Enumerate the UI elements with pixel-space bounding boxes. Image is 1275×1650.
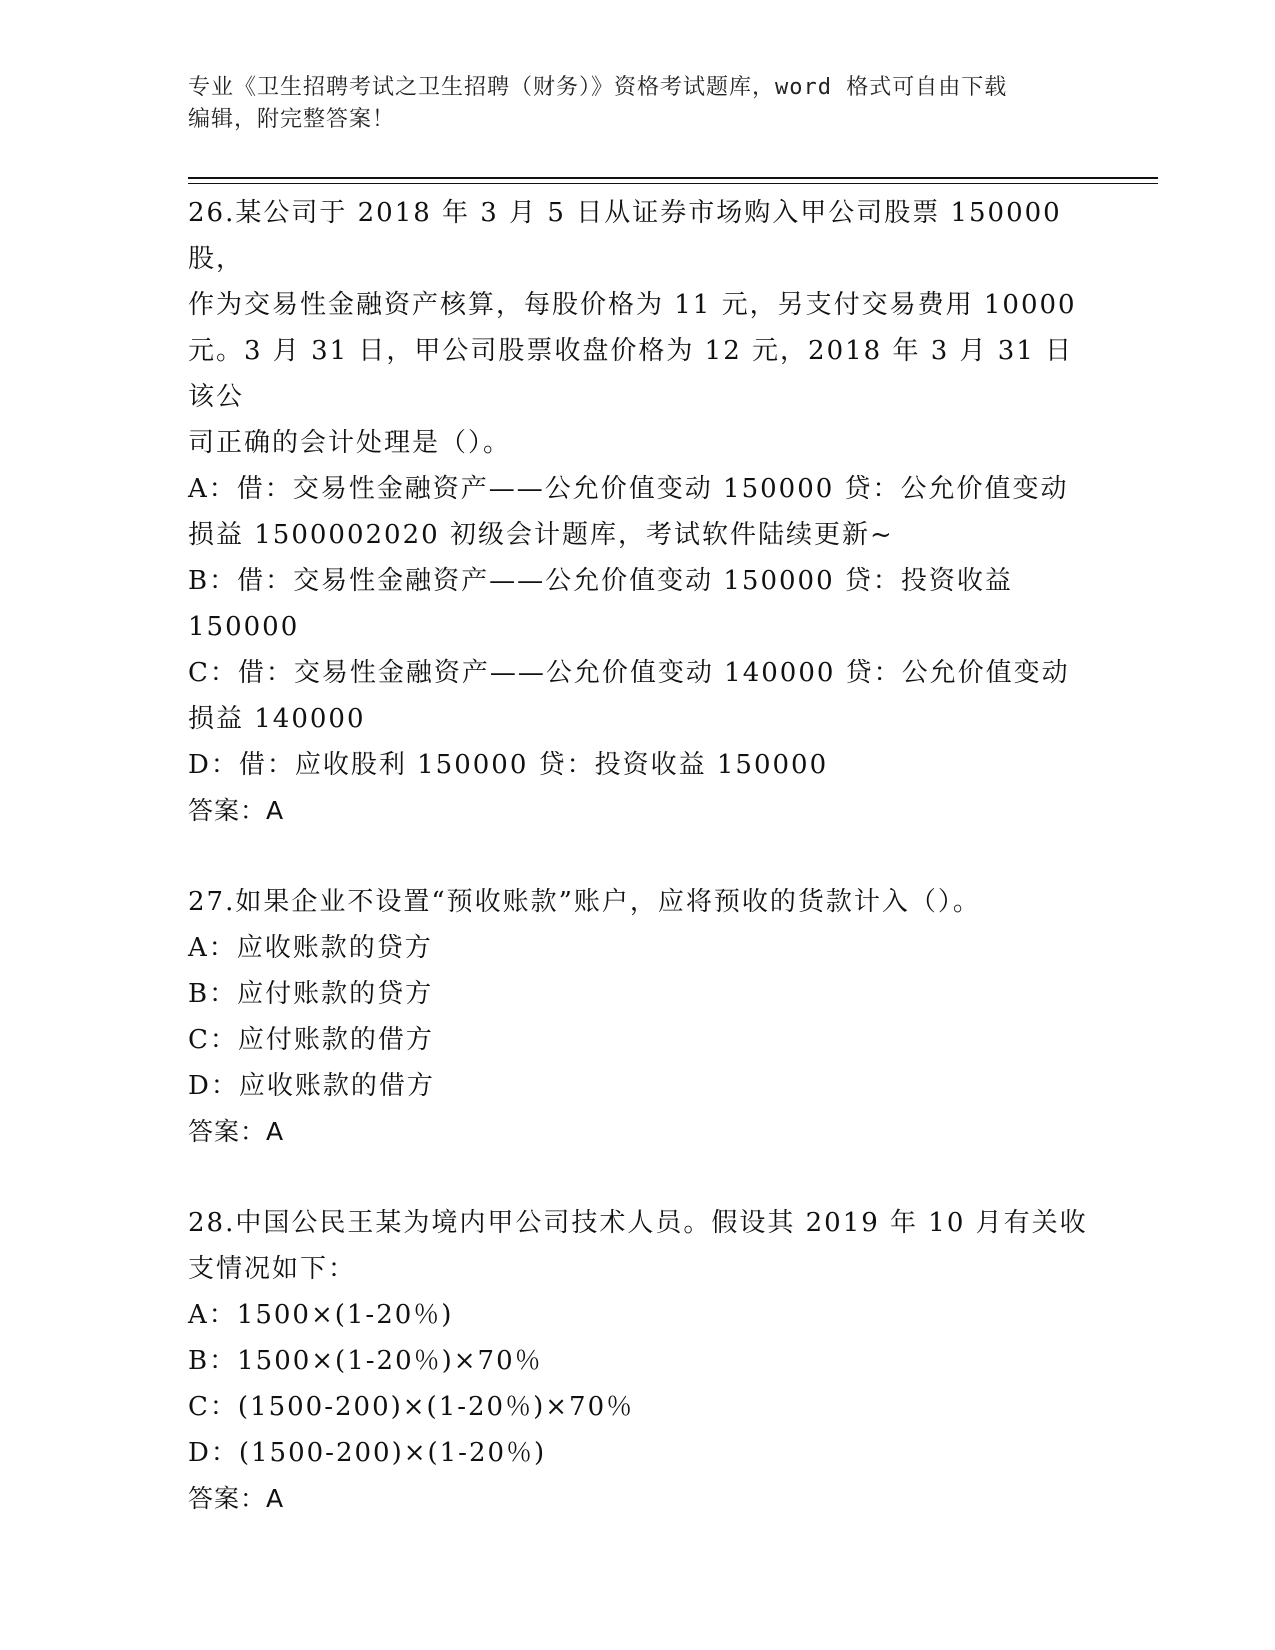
option-line: C：(1500-200)×(1-20％)×70％ xyxy=(188,1392,635,1422)
option-line: 150000 xyxy=(188,612,300,642)
option-line: D：(1500-200)×(1-20％) xyxy=(188,1438,547,1468)
answer-label: 答案：A xyxy=(188,1117,285,1146)
option-b xyxy=(188,971,1088,1017)
option-line: B：应付账款的贷方 xyxy=(188,979,434,1009)
answer-label: 答案：A xyxy=(188,1484,285,1513)
answer-label: 答案：A xyxy=(188,796,285,825)
option-d xyxy=(188,742,1088,788)
option-line: 损益 1500002020 初级会计题库，考试软件陆续更新~ xyxy=(188,520,894,550)
option-d xyxy=(188,1430,1088,1476)
option-b xyxy=(188,1338,1088,1384)
option-d xyxy=(188,1063,1088,1109)
question-list xyxy=(188,190,1088,1522)
option-line: D：借：应收股利 150000 贷：投资收益 150000 xyxy=(188,750,829,780)
option-line: C：借：交易性金融资产——公允价值变动 140000 贷：公允价值变动 xyxy=(188,658,1070,688)
stem-line: 27.如果企业不设置“预收账款”账户，应将预收的货款计入（）。 xyxy=(188,887,981,917)
option-b xyxy=(188,558,1088,650)
stem-line: 26.某公司于 2018 年 3 月 5 日从证券市场购入甲公司股票 150000 股， xyxy=(188,198,1072,274)
header-line-1: 专业《卫生招聘考试之卫生招聘（财务）》资格考试题库，word 格式可自由下载 xyxy=(188,75,1008,100)
header-divider-thin xyxy=(188,183,1158,184)
question-27 xyxy=(188,879,1088,1155)
option-a xyxy=(188,1292,1088,1338)
option-line: 损益 140000 xyxy=(188,704,366,734)
header-divider-thick xyxy=(188,177,1158,179)
option-line: B：借：交易性金融资产——公允价值变动 150000 贷：投资收益 xyxy=(188,566,1013,596)
stem-line: 司正确的会计处理是（）。 xyxy=(188,428,512,458)
document-header xyxy=(188,72,1068,136)
question-26 xyxy=(188,190,1088,834)
option-line: A：1500×(1-20％) xyxy=(188,1300,454,1330)
option-line: B：1500×(1-20％)×70％ xyxy=(188,1346,543,1376)
question-stem xyxy=(188,1200,1088,1292)
option-a xyxy=(188,925,1088,971)
question-28 xyxy=(188,1200,1088,1522)
option-line: D：应收账款的借方 xyxy=(188,1071,435,1101)
option-line: C：应付账款的借方 xyxy=(188,1025,434,1055)
header-line-2: 编辑，附完整答案！ xyxy=(188,107,396,132)
option-c xyxy=(188,1017,1088,1063)
question-stem xyxy=(188,190,1088,466)
option-line: A：借：交易性金融资产——公允价值变动 150000 贷：公允价值变动 xyxy=(188,474,1069,504)
option-a xyxy=(188,466,1088,558)
stem-line: 28.中国公民王某为境内甲公司技术人员。假设其 2019 年 10 月有关收 xyxy=(188,1208,1088,1238)
stem-line: 作为交易性金融资产核算，每股价格为 11 元，另支付交易费用 10000 xyxy=(188,290,1077,320)
option-c xyxy=(188,1384,1088,1430)
option-line: A：应收账款的贷方 xyxy=(188,933,433,963)
question-stem xyxy=(188,879,1088,925)
option-c xyxy=(188,650,1088,742)
stem-line: 元。3 月 31 日，甲公司股票收盘价格为 12 元，2018 年 3 月 31 日该公 xyxy=(188,336,1074,412)
stem-line: 支情况如下： xyxy=(188,1254,357,1284)
